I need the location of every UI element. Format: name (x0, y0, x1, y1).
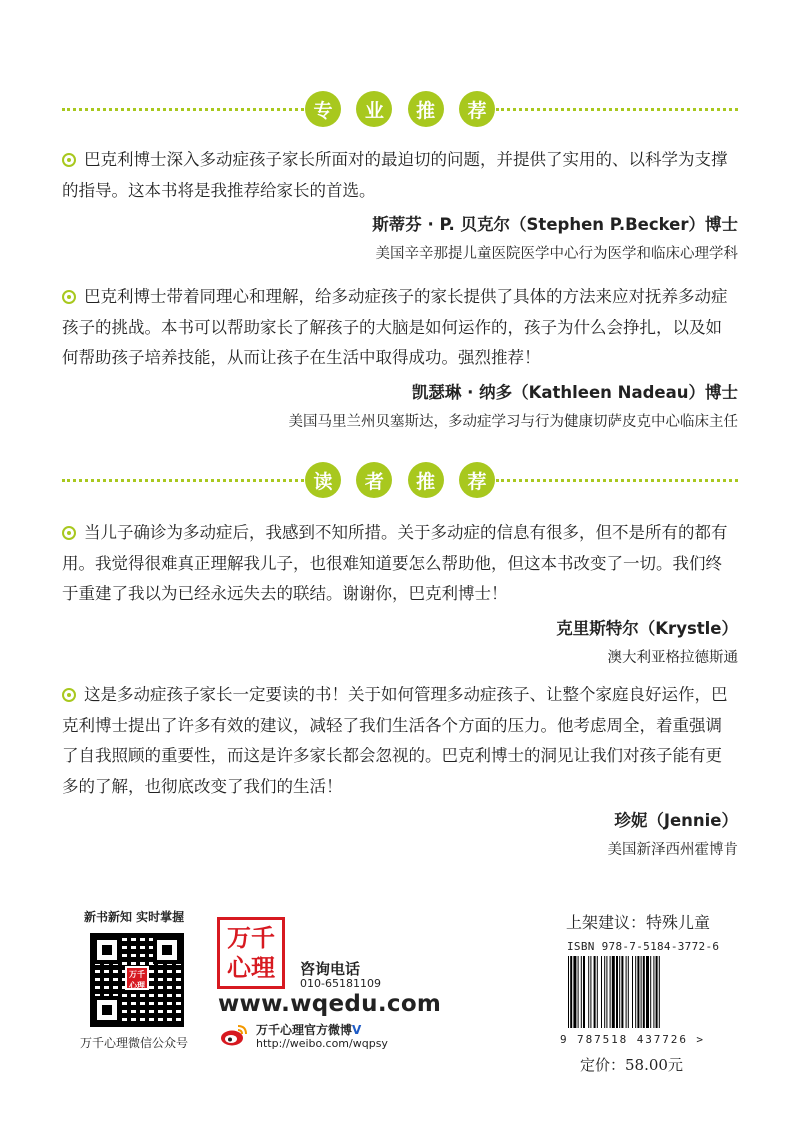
weibo-url[interactable]: http://weibo.com/wqpsy (256, 1037, 388, 1050)
barcode-bar (628, 956, 629, 1028)
barcode-bar (650, 956, 651, 1028)
barcode-bar (570, 956, 572, 1028)
barcode-bar (590, 956, 591, 1028)
qr-finder-pattern (93, 996, 121, 1024)
double-circle-bullet-icon (62, 526, 76, 540)
double-circle-bullet-icon (62, 290, 76, 304)
quote-block (62, 145, 738, 268)
title-char: 荐 (459, 91, 495, 127)
quote-block (62, 518, 738, 672)
qr-logo-badge: 万千心理 (125, 966, 149, 990)
double-circle-bullet-icon (62, 688, 76, 702)
qr-finder-pattern (153, 936, 181, 964)
price-label: 定价：58.00元 (580, 1056, 683, 1074)
weibo-label: 万千心理官方微博V (256, 1023, 362, 1037)
barcode-bar (616, 956, 618, 1028)
quote-block (62, 282, 738, 436)
barcode-bar (597, 956, 598, 1028)
barcode-bar (619, 956, 620, 1028)
barcode-bar (612, 956, 615, 1028)
barcode-bar (581, 956, 582, 1028)
barcode-bar (568, 956, 569, 1028)
dotted-divider-left (62, 108, 304, 111)
double-circle-bullet-icon (62, 153, 76, 167)
title-char: 业 (356, 91, 392, 127)
title-char: 读 (305, 462, 341, 498)
dotted-divider-left (62, 479, 304, 482)
quote-text: 巴克利博士带着同理心和理解，给多动症孩子的家长提供了具体的方法来应对抚养多动症孩子的挑战。本书可以帮助家长了解孩子的大脑是如何运作的，孩子为什么会挣扎，以及如何帮助孩子培养技能，从而让孩子在生活中取得成功。强烈推荐！ (62, 287, 728, 367)
title-char: 专 (305, 91, 341, 127)
quote-author: 凯瑟琳 · 纳多（Kathleen Nadeau）博士 (411, 382, 738, 402)
barcode-digits: 9 787518 437726 > (560, 1033, 705, 1046)
dotted-divider-right (496, 479, 738, 482)
quote-affiliation: 澳大利亚格拉德斯通 (607, 649, 738, 666)
barcode-bar (635, 956, 636, 1028)
consult-label: 咨询电话 (300, 960, 361, 978)
barcode-bar (604, 956, 605, 1028)
barcode-bar (626, 956, 627, 1028)
section-header-readers (62, 460, 738, 500)
quote-text: 这是多动症孩子家长一定要读的书！关于如何管理多动症孩子、让整个家庭良好运作，巴克利博士提出了许多有效的建议，减轻了我们生活各个方面的压力。他考虑周全，着重强调了自我照顾的重要性，而这是许多家长都会忽视的。巴克利博士的洞见让我们对孩子能有更多的了解，也彻底改变了我们的生活！ (62, 685, 728, 796)
barcode-bar (594, 956, 596, 1028)
dotted-divider-right (496, 108, 738, 111)
wanqian-logo: 万千心理 (217, 917, 285, 989)
quote-author: 珍妮（Jennie） (614, 811, 738, 830)
barcode-bar (641, 956, 642, 1028)
consult-phone: 010-65181109 (300, 977, 381, 990)
qr-tagline: 新书新知 实时掌握 (84, 910, 185, 924)
barcode-bar (610, 956, 611, 1028)
website-link[interactable]: www.wqedu.com (218, 991, 442, 1017)
barcode-bar (659, 956, 660, 1028)
title-char: 推 (408, 462, 444, 498)
barcode-bar (621, 956, 623, 1028)
section-header-professional (62, 89, 738, 129)
section-title-readers (305, 460, 495, 500)
quote-block (62, 680, 738, 864)
barcode-bar (601, 956, 602, 1028)
qr-caption: 万千心理微信公众号 (80, 1036, 189, 1050)
title-char: 荐 (459, 462, 495, 498)
quote-author: 斯蒂芬 · P. 贝克尔（Stephen P.Becker）博士 (372, 215, 738, 234)
barcode-bar (632, 956, 633, 1028)
qr-finder-pattern (93, 936, 121, 964)
title-char: 者 (356, 462, 392, 498)
barcode-bar (656, 956, 658, 1028)
barcode-bar (573, 956, 576, 1028)
section-title-professional (305, 89, 495, 129)
quote-affiliation: 美国新泽西州霍博肯 (607, 842, 738, 858)
barcode-bar (637, 956, 639, 1028)
verified-icon: V (352, 1023, 362, 1037)
isbn-barcode (567, 956, 710, 1028)
wechat-qr-code[interactable] (90, 933, 184, 1027)
barcode-bar (653, 956, 654, 1028)
weibo-icon (219, 1023, 249, 1047)
title-char: 推 (408, 91, 444, 127)
quote-affiliation: 美国马里兰州贝塞斯达，多动症学习与行为健康切萨皮克中心临床主任 (288, 413, 738, 430)
barcode-bar (643, 956, 645, 1028)
isbn-text: ISBN 978-7-5184-3772-6 (567, 940, 720, 953)
barcode-bar (606, 956, 607, 1028)
quote-text: 当儿子确诊为多动症后，我感到不知所措。关于多动症的信息有很多，但不是所有的都有用。我觉得很难真正理解我儿子，也很难知道要怎么帮助他，但这本书改变了一切。我们终于重建了我以为已经永远失去的联结。谢谢你，巴克利博士！ (62, 523, 728, 603)
quote-affiliation: 美国辛辛那提儿童医院医学中心行为医学和临床心理学科 (375, 246, 738, 262)
quote-author: 克里斯特尔（Krystle） (556, 618, 738, 638)
quote-text: 巴克利博士深入多动症孩子家长所面对的最迫切的问题，并提供了实用的、以科学为支撑的指导。这本书将是我推荐给家长的首选。 (62, 150, 728, 200)
barcode-bar (583, 956, 585, 1028)
barcode-bar (646, 956, 649, 1028)
barcode-bar (588, 956, 589, 1028)
barcode-bar (578, 956, 579, 1028)
shelf-suggestion: 上架建议：特殊儿童 (566, 913, 711, 932)
